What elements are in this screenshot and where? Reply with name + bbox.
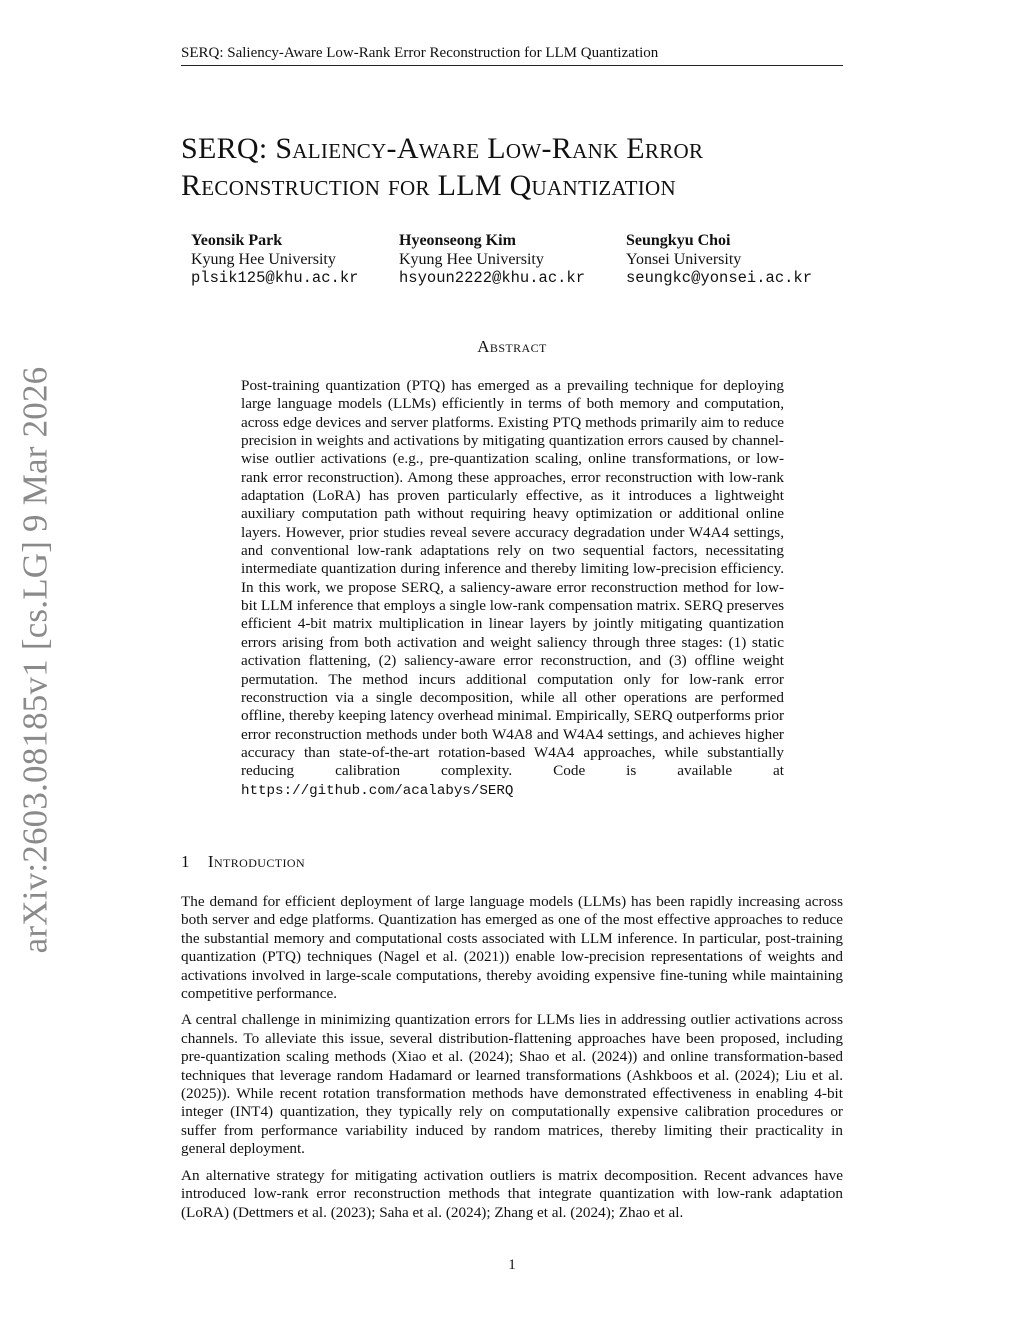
section-heading-introduction <box>181 852 305 872</box>
intro-paragraph: The demand for efficient deployment of large language models (LLMs) has been rapidly increasing across both server and edge platforms. Quantization has emerged as one of the most effective approaches to reduce the substantial memory and computational costs associated with LLM inference. In particular, post-training quantization (PTQ) techniques (Nagel et al. (2021)) enable low-precision representations of weights and activations involved in large-scale computations, thereby avoiding expensive fine-tuning while maintaining competitive performance. <box>181 893 843 1003</box>
code-repository-link[interactable]: https://github.com/acalabys/SERQ <box>241 782 514 799</box>
paper-title-line-1: SERQ: Saliency-Aware Low-Rank Error <box>181 132 704 165</box>
intro-paragraph: A central challenge in minimizing quantization errors for LLMs lies in addressing outlier activations across channels. To alleviate this issue, several distribution-flattening approaches have been proposed, including pre-quantization scaling methods (Xiao et al. (2024); Shao et al. (2024)) and online transformation-based techniques that leverage random Hadamard or learned transformations (Ashkboos et al. (2024); Liu et al. (2025)). While recent rotation transformation methods have demonstrated effectiveness in enabling 4-bit integer (INT4) quantization, they typically rely on computationally expensive calibration procedures or suffer from performance variability induced by random matrices, thereby limiting their practicality in general deployment. <box>181 1011 843 1158</box>
author-email[interactable]: plsik125@khu.ac.kr <box>191 269 359 287</box>
author-name: Yeonsik Park <box>191 232 283 249</box>
abstract-body <box>241 377 784 800</box>
author-email[interactable]: seungkc@yonsei.ac.kr <box>626 269 813 287</box>
author-3 <box>626 231 812 288</box>
author-2 <box>399 231 585 288</box>
author-block <box>191 231 851 301</box>
abstract-heading: Abstract <box>477 337 547 356</box>
paper-title-line-2: Reconstruction for LLM Quantization <box>181 169 676 202</box>
arxiv-identifier-text: arXiv:2603.08185v1 [cs.LG] 9 Mar 2026 <box>15 366 54 954</box>
section-number: 1 <box>181 852 190 871</box>
paper-title <box>181 130 881 204</box>
arxiv-identifier-stamp <box>5 366 65 954</box>
author-affiliation: Kyung Hee University <box>399 251 544 268</box>
abstract-text: Post-training quantization (PTQ) has emerged as a prevailing technique for deploying large language models (LLMs) efficiently in terms of both memory and computation, across edge devices and server platforms. Existing PTQ methods primarily aim to reduce precision in weights and activations by mitigating quantization errors caused by channel-wise outlier activations (e.g., pre-quantization scaling, online transformations, or low-rank error reconstruction). Among these approaches, error reconstruction with low-rank adaptation (LoRA) has proven particularly effective, as it introduces a lightweight auxiliary computation path without requiring heavy optimization or additional online layers. However, prior studies reveal severe accuracy degradation under W4A4 settings, and conventional low-rank adaptations rely on two sequential factors, necessitating intermediate quantization during inference and thereby limiting low-precision efficiency. In this work, we propose SERQ, a saliency-aware error reconstruction method for low-bit LLM inference that employs a single low-rank compensation matrix. SERQ preserves efficient 4-bit matrix multiplication in linear layers by jointly mitigating quantization errors arising from both activation and weight saliency through three stages: (1) static activation flattening, (2) saliency-aware error reconstruction, and (3) offline weight permutation. The method incurs additional computation only for low-rank error reconstruction via a single decomposition, while all other operations are performed offline, thereby keeping latency overhead minimal. Empirically, SERQ outperforms prior error reconstruction methods under both W4A8 and W4A4 settings, and achieves higher accuracy than state-of-the-art rotation-based W4A4 approaches, while substantially reducing calibration complexity. Code is available at <box>241 377 784 780</box>
intro-paragraph: An alternative strategy for mitigating activation outliers is matrix decomposition. Recent advances have introduced low-rank error reconstruction methods that integrate quantization with low-rank adaptation (LoRA) (Dettmers et al. (2023); Saha et al. (2024); Zhang et al. (2024); Zhao et al. <box>181 1166 843 1221</box>
page-number: 1 <box>508 1257 516 1273</box>
author-name: Hyeonseong Kim <box>399 232 516 249</box>
author-name: Seungkyu Choi <box>626 232 731 249</box>
author-affiliation: Yonsei University <box>626 251 742 268</box>
introduction-body <box>181 893 843 1230</box>
section-title: Introduction <box>207 852 306 871</box>
author-affiliation: Kyung Hee University <box>191 251 336 268</box>
author-email[interactable]: hsyoun2222@khu.ac.kr <box>399 269 586 287</box>
running-header: SERQ: Saliency-Aware Low-Rank Error Reconstruction for LLM Quantization <box>181 44 843 66</box>
author-1 <box>191 231 358 288</box>
